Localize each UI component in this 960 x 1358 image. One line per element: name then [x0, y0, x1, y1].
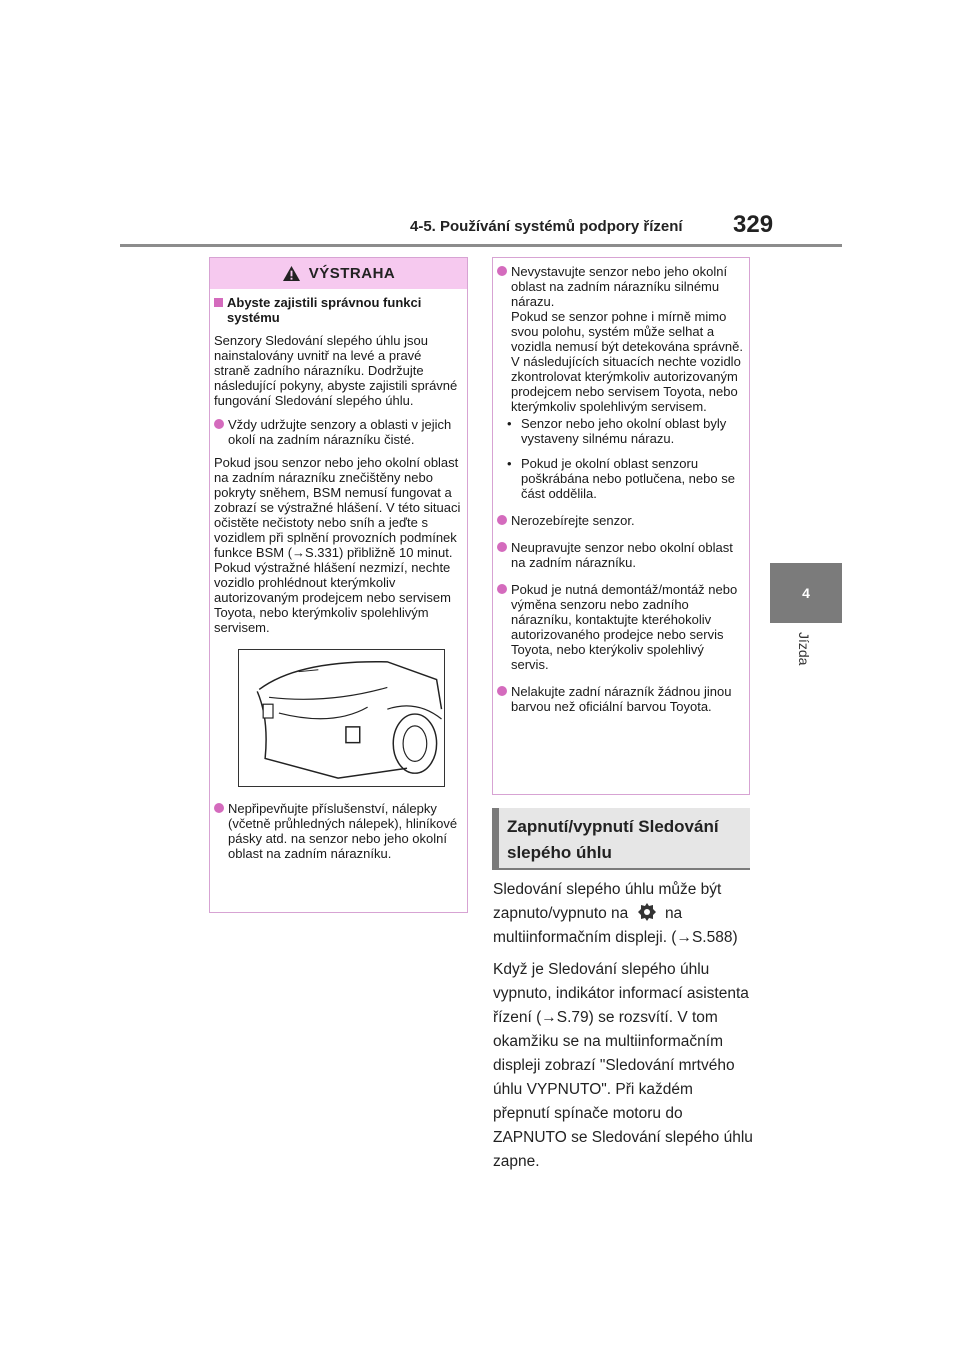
warning-title: VÝSTRAHA	[308, 265, 396, 282]
warning-box	[209, 257, 468, 913]
bullet-dot-icon	[497, 266, 507, 276]
sub-list-item: • Senzor nebo jeho okolní oblast byly vystaveny silnému nárazu.	[507, 416, 727, 446]
warning-intro: Senzory Sledování slepého úhlu jsou nainstalovány uvnitř na levé a pravé straně zadního nárazníku. Dodržujte následující pokyny, abyste zajistili správné fungování Sledování slepého úhlu.	[214, 333, 458, 408]
section-paragraph: Sledování slepého úhlu může být zapnuto/vypnuto na na multiinformačním displeji. (→S.588)	[493, 881, 738, 946]
bullet-dot-icon	[497, 515, 507, 525]
section-rule	[492, 868, 750, 870]
page-number: 329	[733, 211, 774, 238]
header-rule	[120, 244, 842, 247]
bullet-dot-icon	[497, 686, 507, 696]
rear-bumper-sensor-illustration	[238, 649, 445, 787]
section-heading: Zapnutí/vypnutí Sledování slepého úhlu	[492, 808, 750, 868]
chapter-number: 4	[802, 585, 810, 601]
section-paragraph: Když je Sledování slepého úhlu vypnuto, indikátor informací asistenta řízení (→S.79) se rozsvítí. V tom okamžiku se na multiinformačním displeji zobrazí "Sledování mrtvého úhlu VYPNUTO". Při každém přepnutí spínače motoru do ZAPNUTO se Sledování slepého úhlu zapne.	[493, 961, 753, 1170]
warning-bullet: Nevystavujte senzor nebo jeho okolní oblast na zadním nárazníku silnému nárazu. Pokud se senzor pohne i mírně mimo svou polohu, systém může selhat a vozidla nemusí být detekována správně. V následujících situacích nechte vozidlo zkontrolovat kterýmkoliv autorizovaným prodejcem nebo servisem Toyota, nebo kterýmkoliv spolehlivým servisem.	[497, 264, 743, 414]
warning-header	[210, 258, 467, 289]
warning-bullet: Neupravujte senzor nebo okolní oblast na zadním nárazníku.	[497, 540, 743, 570]
warning-triangle-icon	[282, 265, 301, 282]
warning-bullet: Pokud je nutná demontáž/montáž nebo výměna senzoru nebo zadního nárazníku, kontaktujte kteréhokoliv autorizovaného prodejce nebo servis Toyota, nebo kterýkoliv spolehlivý servis.	[497, 582, 743, 672]
warning-paragraph: Pokud jsou senzor nebo jeho okolní oblast na zadním nárazníku znečištěny nebo pokryty sněhem, BSM nemusí fungovat a zobrazí se výstražné hlášení. V této situaci očistěte nečistoty nebo sníh a jeďte s vozidlem při splnění provozních podmínek funkce BSM (→S.331) přibližně 10 minut. Pokud výstražné hlášení nezmizí, nechte vozidlo prohlédnout kterýmkoliv autorizovaným prodejcem nebo servisem Toyota, nebo kterýmkoliv spolehlivým servisem.	[214, 455, 461, 635]
bullet-dot-icon	[214, 803, 224, 813]
bullet-dot-icon	[497, 542, 507, 552]
warning-continued-box	[492, 257, 750, 795]
chapter-label: Jízda	[796, 632, 812, 666]
warning-subheading: Abyste zajistili správnou funkci systému	[214, 295, 461, 325]
bullet-dot-icon	[214, 419, 224, 429]
section-body	[493, 878, 753, 1182]
gear-icon	[637, 902, 657, 922]
bullet-dot-icon	[497, 584, 507, 594]
warning-bullet: Vždy udržujte senzory a oblasti v jejich okolí na zadním nárazníku čisté.	[214, 417, 461, 447]
chapter-tab	[770, 563, 842, 623]
warning-bullet: Nepřipevňujte příslušenství, nálepky (včetně průhledných nálepek), hliníkové pásky atd. na senzor nebo jeho okolní oblast na zadním nárazníku.	[214, 801, 461, 861]
warning-bullet: Nelakujte zadní nárazník žádnou jinou barvou než oficiální barvou Toyota.	[497, 684, 743, 714]
header-title: 4-5. Používání systémů podpory řízení	[410, 218, 683, 235]
warning-bullet: Nerozebírejte senzor.	[497, 513, 743, 528]
sub-list-item: • Pokud je okolní oblast senzoru poškrábána nebo potlučena, nebo se část oddělila.	[507, 456, 735, 501]
square-bullet-icon	[214, 298, 223, 307]
